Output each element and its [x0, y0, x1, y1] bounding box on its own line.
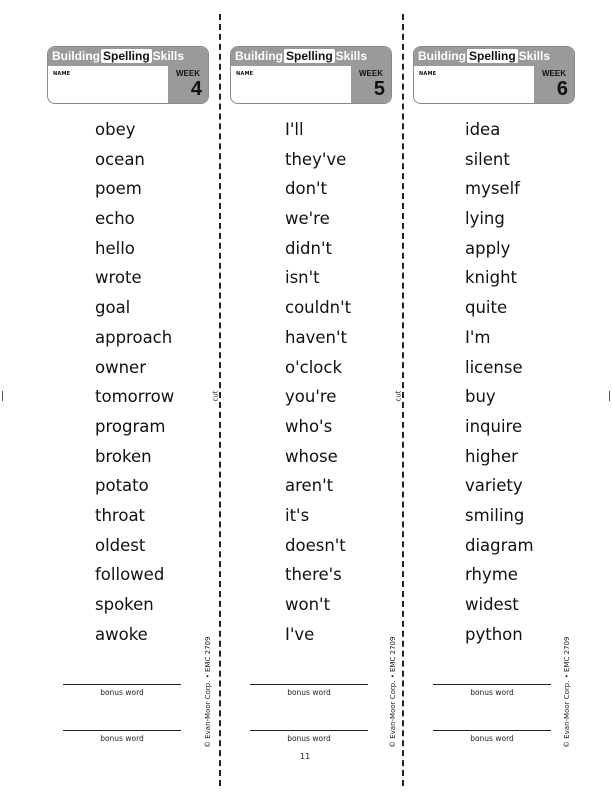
word-item: goal	[95, 298, 131, 318]
spelling-card-week-6	[413, 46, 577, 786]
cut-label-2: cut	[394, 390, 403, 402]
week-box	[351, 66, 391, 103]
word-item: ocean	[95, 149, 145, 169]
brand-left: Building	[418, 49, 466, 63]
word-item: we're	[285, 209, 330, 229]
week-box	[534, 66, 574, 103]
bonus-word-line-1[interactable]	[433, 684, 551, 697]
word-item: silent	[465, 149, 510, 169]
bonus-word-line-2[interactable]	[433, 730, 551, 743]
week-label: WEEK	[176, 69, 200, 78]
word-item: couldn't	[285, 298, 352, 318]
word-item: approach	[95, 327, 173, 347]
word-item: I'm	[465, 327, 491, 347]
word-list	[95, 115, 174, 649]
brand-left: Building	[235, 49, 283, 63]
word-item: it's	[285, 505, 310, 525]
brand-mid: Spelling	[103, 49, 150, 63]
spelling-card-week-5	[230, 46, 394, 786]
word-item: there's	[285, 565, 342, 585]
week-number: 5	[373, 78, 385, 100]
week-number: 6	[556, 78, 568, 100]
word-item: lying	[465, 209, 505, 229]
card-header	[413, 46, 575, 104]
edge-tick-right	[609, 391, 610, 401]
copyright-1: © Evan-Moor Corp. • EMC 2709	[204, 636, 212, 748]
brand-title	[231, 47, 391, 66]
word-item: didn't	[285, 238, 332, 258]
bonus-word-line-2[interactable]	[63, 730, 181, 743]
word-item: program	[95, 416, 166, 436]
word-item: o'clock	[285, 357, 343, 377]
brand-title	[48, 47, 208, 66]
week-label: WEEK	[542, 69, 566, 78]
brand-right: Skills	[335, 49, 368, 63]
word-item: spoken	[95, 595, 154, 614]
name-label: NAME	[419, 71, 437, 77]
bonus-word-label: bonus word	[470, 734, 514, 743]
card-header	[230, 46, 392, 104]
week-number: 4	[190, 78, 202, 100]
bonus-word-line-1[interactable]	[63, 684, 181, 697]
word-item: don't	[285, 179, 328, 199]
word-list	[465, 115, 534, 649]
word-item: haven't	[285, 327, 347, 347]
copyright-3: © Evan-Moor Corp. • EMC 2709	[563, 636, 571, 748]
word-item: you're	[285, 387, 337, 407]
word-item: widest	[465, 595, 519, 614]
word-item: inquire	[465, 416, 523, 436]
word-list	[285, 115, 351, 649]
bonus-word-line-2[interactable]	[250, 730, 368, 743]
word-item: followed	[95, 565, 165, 585]
brand-right: Skills	[152, 49, 185, 63]
word-item: wrote	[95, 268, 142, 288]
word-item: variety	[465, 476, 523, 496]
word-item: awoke	[95, 624, 148, 644]
name-label: NAME	[53, 71, 71, 77]
word-item: they've	[285, 149, 347, 169]
word-item: hello	[95, 238, 135, 258]
word-item: echo	[95, 209, 135, 229]
word-item: buy	[465, 387, 496, 407]
word-item: poem	[95, 179, 142, 199]
word-item: I've	[285, 624, 315, 644]
word-item: isn't	[285, 268, 320, 288]
cut-label-1: cut	[211, 390, 220, 402]
word-item: owner	[95, 357, 146, 377]
bonus-word-label: bonus word	[287, 688, 331, 697]
word-item: doesn't	[285, 535, 346, 555]
word-item: higher	[465, 446, 518, 466]
word-item: whose	[285, 446, 338, 466]
word-item: potato	[95, 476, 149, 496]
name-label: NAME	[236, 71, 254, 77]
page-number: 11	[300, 752, 311, 761]
word-item: diagram	[465, 535, 534, 555]
word-item: license	[465, 357, 523, 377]
word-item: knight	[465, 268, 517, 288]
word-item: I'll	[285, 120, 304, 139]
word-item: apply	[465, 238, 511, 258]
spelling-card-week-4	[47, 46, 211, 786]
bonus-word-label: bonus word	[470, 688, 514, 697]
edge-tick-left	[2, 391, 3, 401]
word-item: quite	[465, 298, 508, 318]
brand-right: Skills	[518, 49, 551, 63]
word-item: won't	[285, 595, 331, 614]
word-item: myself	[465, 179, 520, 199]
bonus-word-line-1[interactable]	[250, 684, 368, 697]
word-item: broken	[95, 446, 152, 466]
brand-title	[414, 47, 574, 66]
word-item: throat	[95, 505, 146, 525]
word-item: smiling	[465, 505, 525, 525]
brand-mid: Spelling	[286, 49, 333, 63]
card-header	[47, 46, 209, 104]
week-box	[168, 66, 208, 103]
bonus-word-label: bonus word	[100, 688, 144, 697]
brand-mid: Spelling	[469, 49, 516, 63]
copyright-2: © Evan-Moor Corp. • EMC 2709	[389, 636, 397, 748]
word-item: oldest	[95, 535, 146, 555]
brand-left: Building	[52, 49, 100, 63]
word-item: python	[465, 624, 523, 644]
bonus-word-label: bonus word	[100, 734, 144, 743]
word-item: tomorrow	[95, 387, 175, 407]
word-item: rhyme	[465, 565, 518, 585]
word-item: obey	[95, 120, 136, 139]
word-item: who's	[285, 416, 333, 436]
bonus-word-label: bonus word	[287, 734, 331, 743]
word-item: aren't	[285, 476, 334, 496]
word-item: idea	[465, 120, 501, 139]
week-label: WEEK	[359, 69, 383, 78]
